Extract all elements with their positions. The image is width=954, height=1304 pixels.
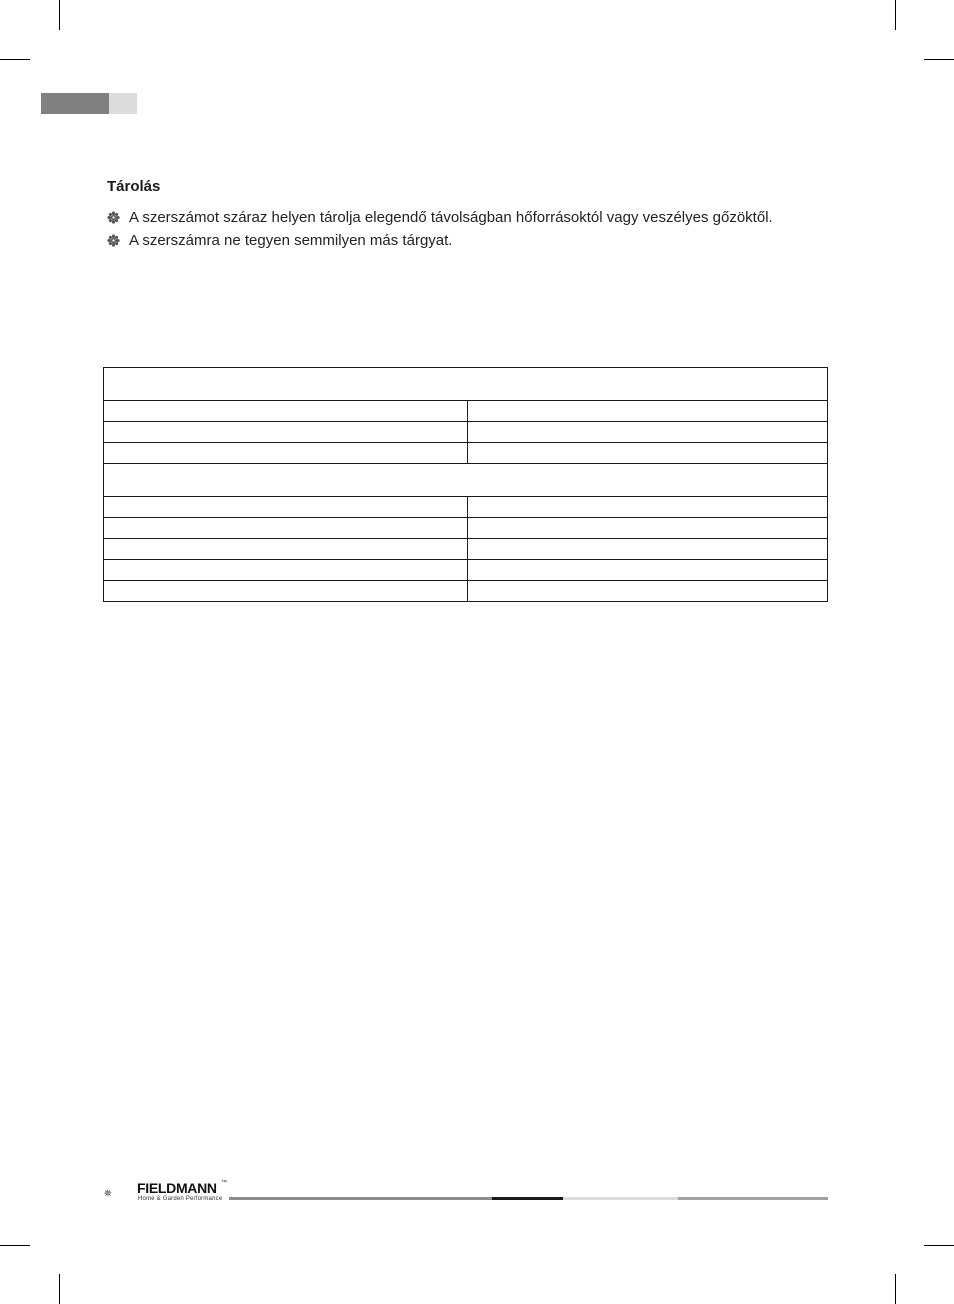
table-row [104,401,828,422]
table-cell-label [104,581,468,602]
footer-bar-light [563,1197,678,1200]
table-cell-label [104,497,468,518]
list-item [107,206,773,229]
table-cell-value [468,539,828,560]
table-row [104,581,828,602]
footer-bar-grey [229,1197,492,1200]
table-row [104,518,828,539]
crop-mark [59,1274,60,1304]
gear-flower-icon [107,211,120,224]
bullet-list [107,206,773,252]
gear-flower-icon [107,234,120,247]
table-cell-value [468,422,828,443]
spec-table [103,367,828,602]
table-row [104,422,828,443]
table-cell-label [104,443,468,464]
table-cell-value [468,560,828,581]
crop-mark [924,59,954,60]
brand-name: FIELDMANN [137,1180,217,1196]
page-tab-dark [41,93,109,114]
table-group-header-row [104,368,828,401]
table-row [104,539,828,560]
table-group-header [104,368,828,401]
crop-mark [0,59,30,60]
table-row [104,497,828,518]
bullet-text: A szerszámra ne tegyen semmilyen más tárgyat. [129,232,453,249]
footer-bar-black [492,1197,563,1200]
table-group-header-row [104,464,828,497]
table-cell-label [104,422,468,443]
trademark: ™ [221,1180,227,1186]
crop-mark [59,0,60,30]
table-cell-label [104,401,468,422]
table-cell-value [468,518,828,539]
brand-tagline: Home & Garden Performance [138,1196,223,1202]
page-tab-light [109,93,137,114]
list-item [107,229,773,252]
crop-mark [895,0,896,30]
table-cell-label [104,518,468,539]
table-row [104,560,828,581]
table-cell-value [468,443,828,464]
table-cell-label [104,539,468,560]
table-group-header [104,464,828,497]
crop-mark [924,1245,954,1246]
table-cell-value [468,497,828,518]
pinwheel-logo-icon [104,1178,136,1208]
table-cell-value [468,581,828,602]
crop-mark [0,1245,30,1246]
section-title: Tárolás [107,178,161,195]
table-row [104,443,828,464]
table-cell-label [104,560,468,581]
table-cell-value [468,401,828,422]
footer-bar-mid [678,1197,828,1200]
bullet-text: A szerszámot száraz helyen tárolja elegendő távolságban hőforrásoktól vagy veszélyes gőzöktől. [129,209,773,226]
crop-mark [895,1274,896,1304]
